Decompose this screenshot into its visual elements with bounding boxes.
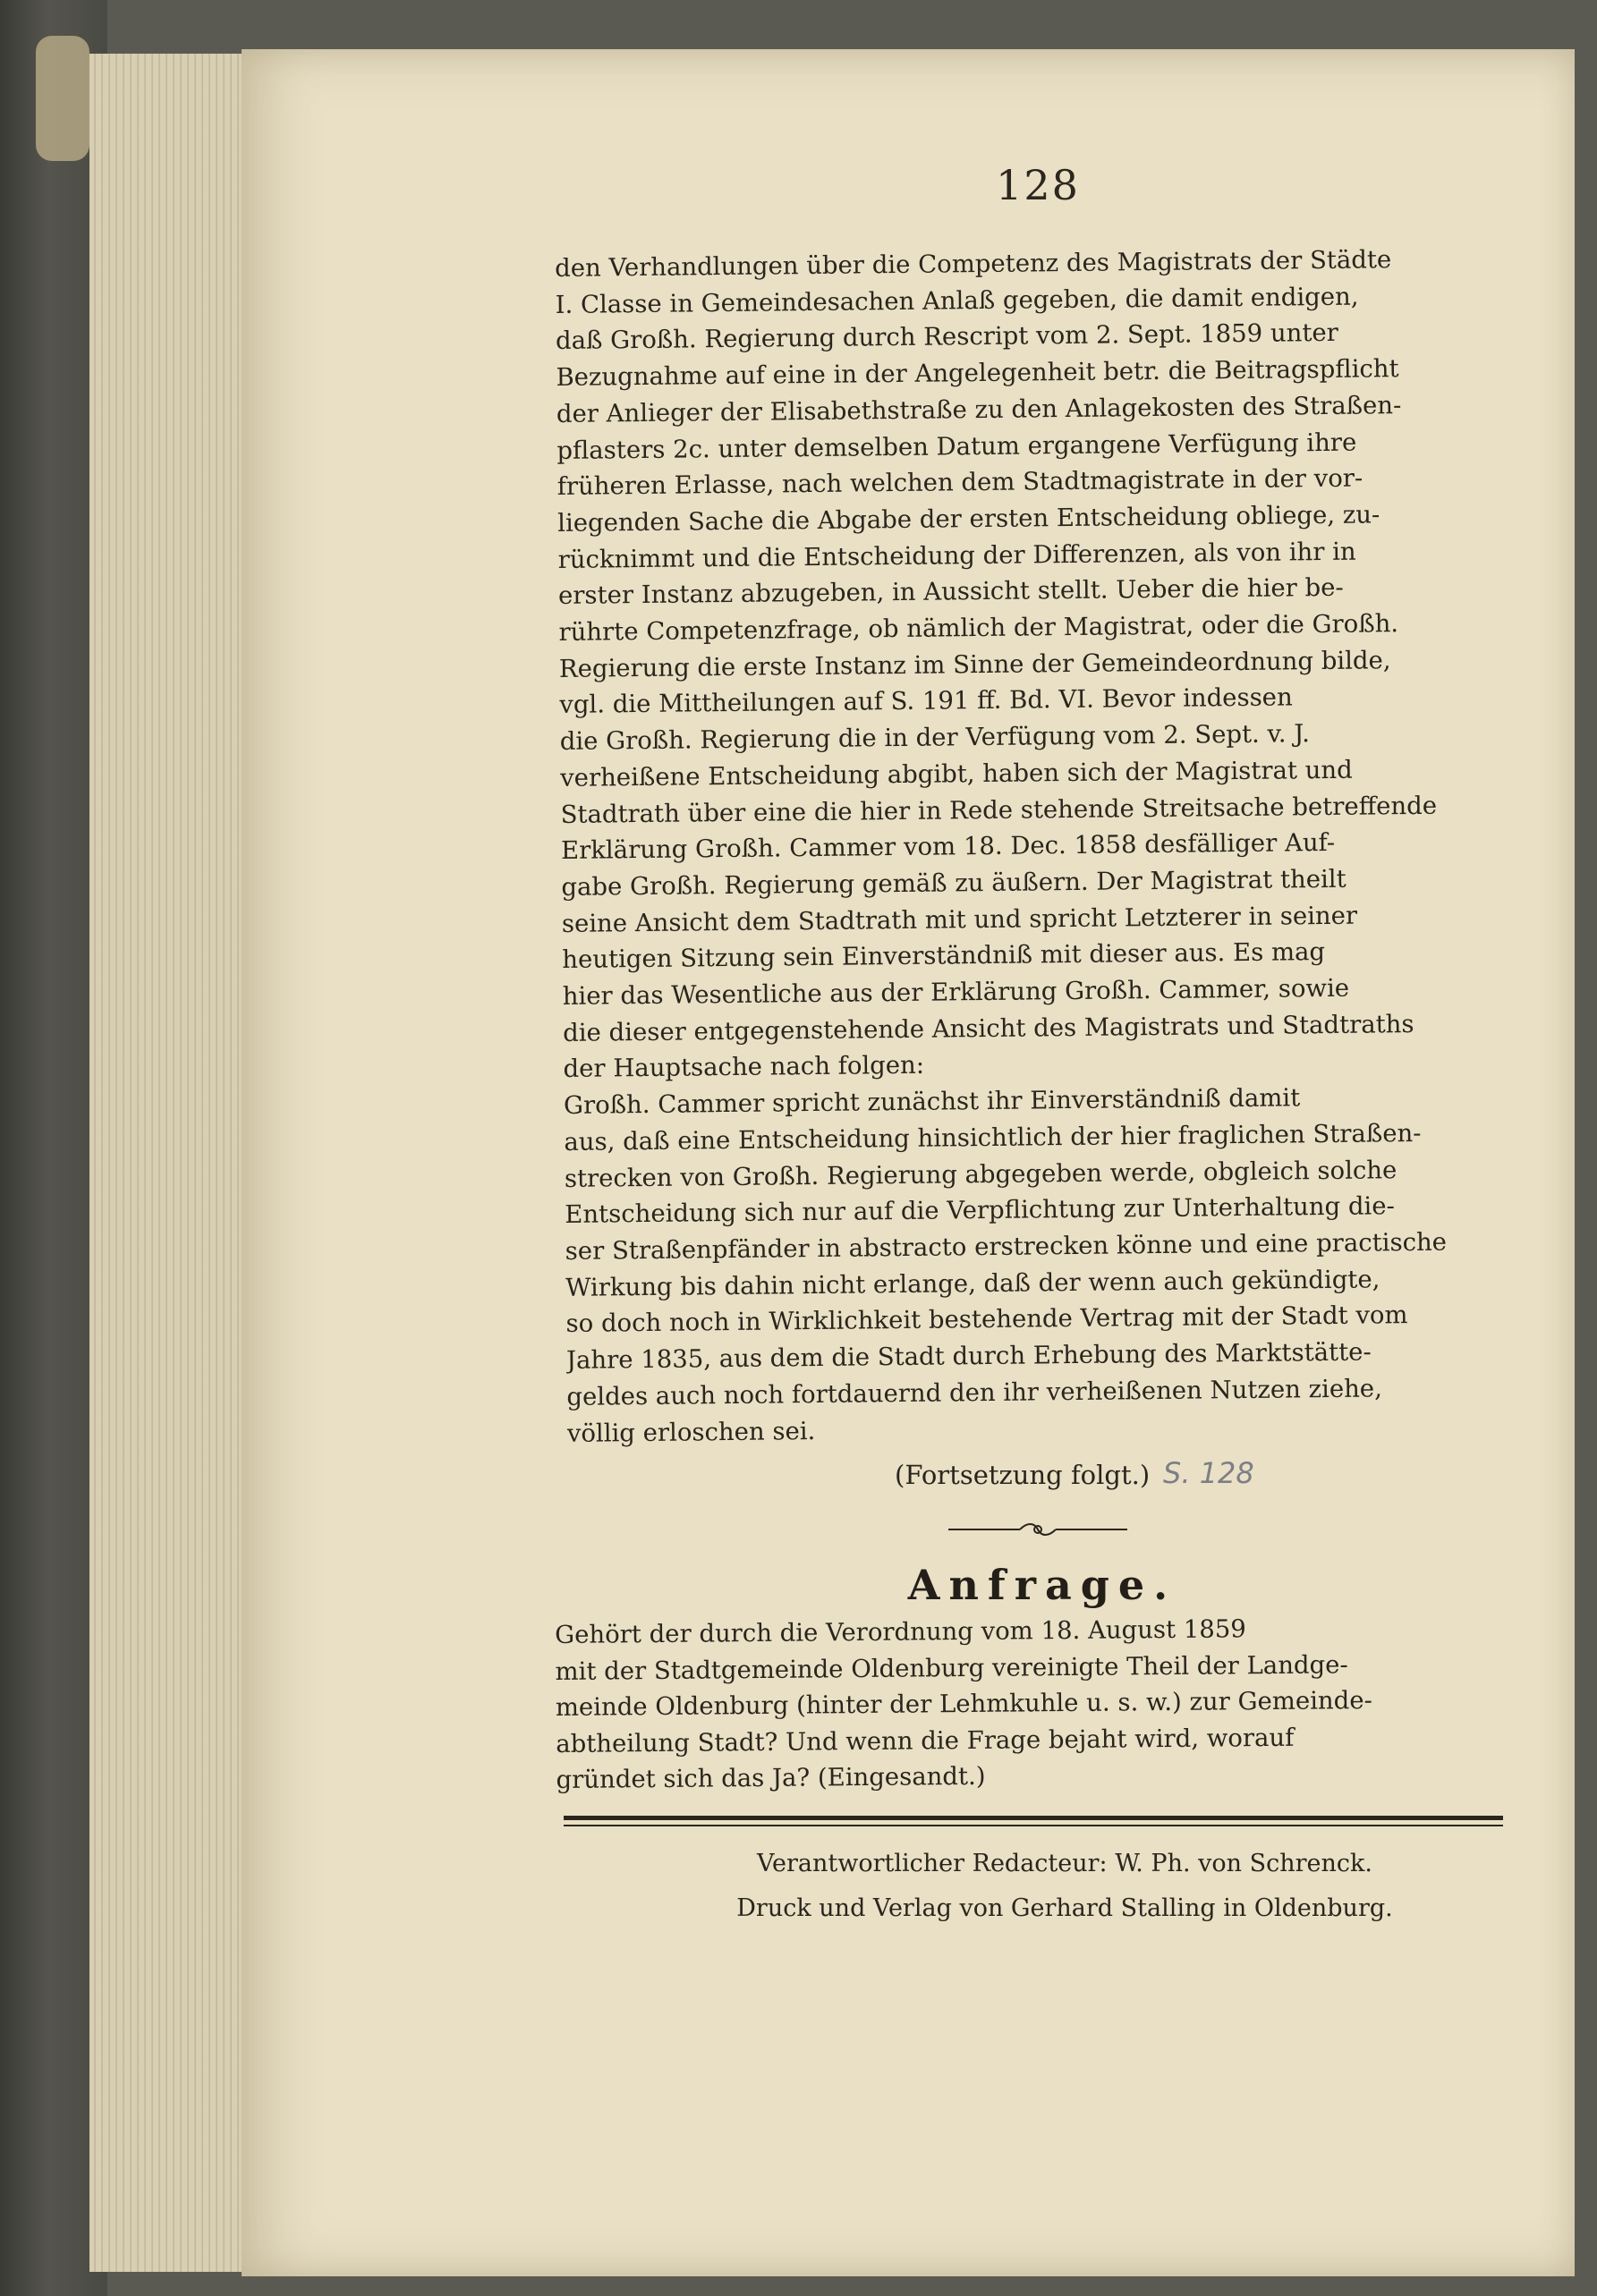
anfrage-text-line: meinde Oldenburg (hinter der Lehmkuhle u. s. w.) zur Gemeinde-	[555, 1686, 1372, 1722]
body-text-line: heutigen Sitzung sein Einverständniß mit dieser aus. Es mag	[562, 937, 1326, 975]
body-text-line: den Verhandlungen über die Competenz des Magistrats der Städte	[555, 245, 1392, 283]
body-text-line: gabe Großh. Regierung gemäß zu äußern. Der Magistrat theilt	[561, 864, 1346, 902]
body-text-line: Erklärung Großh. Cammer vom 18. Dec. 1858 desfälliger Auf-	[560, 828, 1336, 866]
section-heading: Anfrage.	[907, 1561, 1177, 1609]
anfrage-text	[555, 1609, 1478, 1798]
body-text-line: seine Ansicht dem Stadtrath mit und spricht Letzterer in seiner	[561, 901, 1358, 938]
imprint-editor: Verantwortlicher Redacteur: W. Ph. von Schrenck.	[757, 1850, 1372, 1877]
body-text-line: der Hauptsache nach folgen:	[563, 1051, 925, 1084]
handwritten-annotation: S. 128	[1163, 1456, 1254, 1490]
anfrage-text-line: abtheilung Stadt? Und wenn die Frage bejaht wird, worauf	[556, 1723, 1295, 1758]
page-number: 128	[996, 161, 1080, 209]
body-text-line: Entscheidung sich nur auf die Verpflichtung zur Unterhaltung die-	[565, 1191, 1395, 1230]
body-text-line: früheren Erlasse, nach welchen dem Stadtmagistrate in der vor-	[556, 463, 1363, 502]
body-text-line: Regierung die erste Instanz im Sinne der Gemeindeordnung bilde,	[558, 645, 1391, 683]
body-text-line: I. Classe in Gemeindesachen Anlaß gegeben, die damit endigen,	[555, 282, 1359, 319]
body-text-line: verheißene Entscheidung abgibt, haben sich der Magistrat und	[560, 755, 1353, 792]
body-text-line: völlig erloschen sei.	[566, 1416, 816, 1448]
double-rule-thick	[564, 1816, 1503, 1820]
body-text-line: aus, daß eine Entscheidung hinsichtlich der hier fraglichen Straßen-	[564, 1118, 1422, 1156]
body-text	[555, 241, 1489, 1452]
body-text-line: geldes auch noch fortdauernd den ihr verheißenen Nutzen ziehe,	[566, 1374, 1383, 1411]
body-text-line: ser Straßenpfänder in abstracto erstrecken könne und eine practische	[565, 1227, 1448, 1266]
body-text-line: die Großh. Regierung die in der Verfügung vom 2. Sept. v. J.	[559, 719, 1311, 757]
double-rule-thin	[564, 1825, 1503, 1826]
anfrage-text-line: mit der Stadtgemeinde Oldenburg vereinigte Theil der Landge-	[555, 1649, 1348, 1686]
body-text-line: hier das Wesentliche aus der Erklärung Großh. Cammer, sowie	[562, 973, 1350, 1012]
imprint-publisher: Druck und Verlag von Gerhard Stalling in Oldenburg.	[736, 1894, 1393, 1922]
body-text-line: daß Großh. Regierung durch Rescript vom 2. Sept. 1859 unter	[555, 318, 1339, 356]
continuation-note: (Fortsetzung folgt.)	[895, 1460, 1151, 1490]
body-text-line: Jahre 1835, aus dem die Stadt durch Erhebung des Marktstätte-	[565, 1337, 1372, 1376]
ornament-divider	[948, 1519, 1127, 1540]
body-text-line: die dieser entgegenstehende Ansicht des Magistrats und Stadtraths	[562, 1009, 1414, 1047]
body-text-line: so doch noch in Wirklichkeit bestehende Vertrag mit der Stadt vom	[565, 1301, 1408, 1339]
body-text-line: liegenden Sache die Abgabe der ersten Entscheidung obliege, zu-	[557, 500, 1380, 538]
body-text-line: rührte Competenzfrage, ob nämlich der Magistrat, oder die Großh.	[558, 609, 1399, 648]
cover-wear-mark	[36, 36, 89, 161]
body-text-line: pflasters 2c. unter demselben Datum ergangene Verfügung ihre	[556, 428, 1357, 465]
page-stack-edges	[89, 54, 259, 2272]
body-text-line: Großh. Cammer spricht zunächst ihr Einverständniß damit	[563, 1083, 1301, 1121]
anfrage-text-line: gründet sich das Ja? (Eingesandt.)	[556, 1761, 986, 1794]
anfrage-text-line: Gehört der durch die Verordnung vom 18. August 1859	[555, 1614, 1246, 1649]
body-text-line: der Anlieger der Elisabethstraße zu den Anlagekosten des Straßen-	[556, 390, 1402, 428]
body-text-line: vgl. die Mittheilungen auf S. 191 ff. Bd. VI. Bevor indessen	[559, 682, 1293, 720]
body-text-line: Bezugnahme auf eine in der Angelegenheit betr. die Beitragspflicht	[556, 354, 1399, 393]
body-text-line: rücknimmt und die Entscheidung der Differenzen, als von ihr in	[557, 537, 1356, 574]
body-text-line: strecken von Großh. Regierung abgegeben werde, obgleich solche	[564, 1155, 1397, 1193]
body-text-line: Wirkung bis dahin nicht erlange, daß der wenn auch gekündigte,	[565, 1265, 1380, 1302]
body-text-line: erster Instanz abzugeben, in Aussicht stellt. Ueber die hier be-	[557, 573, 1344, 611]
body-text-line: Stadtrath über eine die hier in Rede stehende Streitsache betreffende	[560, 791, 1438, 829]
